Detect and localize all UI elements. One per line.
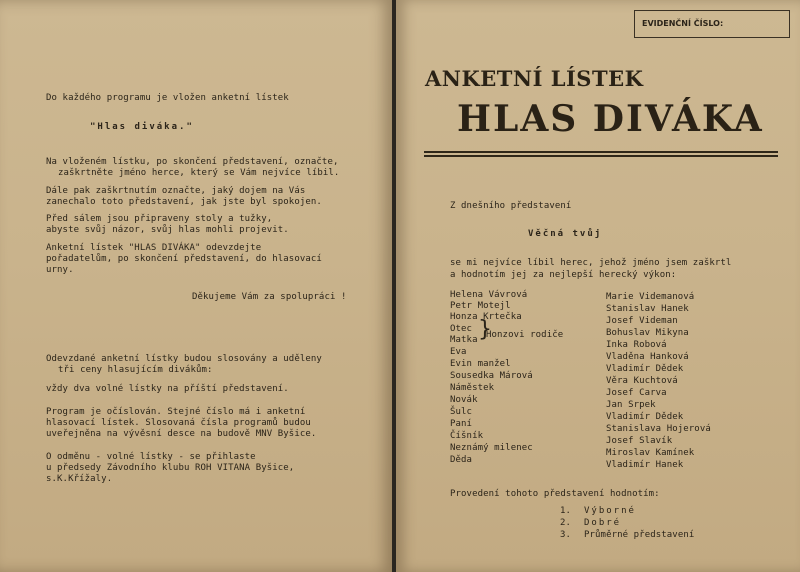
p2-line2: zanechalo toto představení, jak jste byl spokojen.	[46, 197, 322, 207]
actor-item[interactable]: Miroslav Kamínek	[606, 448, 695, 458]
ballot-title: HLAS DIVÁKA	[457, 98, 764, 140]
p6-line1: Program je očíslován. Stejné číslo má i anketní	[46, 407, 306, 417]
role-item[interactable]: Paní	[450, 419, 473, 429]
p3-line1: Před sálem jsou připraveny stoly a tužky,	[46, 214, 273, 224]
p1-line1: Na vloženém lístku, po skončení představení, označte,	[46, 157, 339, 167]
rating-option-good[interactable]: Dobré	[584, 518, 622, 528]
thanks-text: Děkujeme Vám za spolupráci !	[192, 292, 347, 302]
role-item[interactable]: Novák	[450, 395, 478, 405]
role-item[interactable]: Sousedka Márová	[450, 371, 533, 381]
p1-line2: zaškrtněte jméno herce, který se Vám nejvíce líbil.	[58, 168, 340, 178]
p4-line3: urny.	[46, 265, 74, 275]
actor-item[interactable]: Stanislav Hanek	[606, 304, 689, 314]
role-item[interactable]: Petr Motejl	[450, 301, 511, 311]
actor-item[interactable]: Vladimír Dědek	[606, 412, 684, 422]
rating-option-excellent[interactable]: Výborné	[584, 506, 636, 516]
actor-item[interactable]: Inka Robová	[606, 340, 667, 350]
role-item[interactable]: Náměstek	[450, 383, 495, 393]
actor-item[interactable]: Věra Kuchtová	[606, 376, 678, 386]
p6-line2: hlasovací lístek. Slosovaná čísla programů budou	[46, 418, 311, 428]
actor-item[interactable]: Josef Slavík	[606, 436, 673, 446]
left-page	[0, 0, 392, 572]
actor-item[interactable]: Vladimír Hanek	[606, 460, 684, 470]
rating-option-average[interactable]: Průměrné představení	[584, 530, 695, 540]
actor-item[interactable]: Vladimír Dědek	[606, 364, 684, 374]
role-item[interactable]: Honza Krtečka	[450, 312, 522, 322]
role-item[interactable]: Eva	[450, 347, 467, 357]
intro-text: Do každého programu je vložen anketní lístek	[46, 93, 289, 103]
p4-line1: Anketní lístek "HLAS DIVÁKA" odevzdejte	[46, 243, 262, 253]
quoted-title: "Hlas diváka."	[90, 122, 194, 132]
p3-line2: abyste svůj názor, svůj hlas mohli projevit.	[46, 225, 289, 235]
p2-line1: Dále pak zaškrtnutím označte, jaký dojem na Vás	[46, 186, 306, 196]
actor-item[interactable]: Marie Videmanová	[606, 292, 695, 302]
title-rule-top	[424, 151, 778, 153]
role-item[interactable]: Děda	[450, 455, 473, 465]
actor-item[interactable]: Vladěna Hanková	[606, 352, 689, 362]
from-performance: Z dnešního představení	[450, 201, 572, 211]
actor-item[interactable]: Stanislava Hojerová	[606, 424, 711, 434]
p7-line1: O odměnu - volné lístky - se přihlaste	[46, 452, 256, 462]
actor-item[interactable]: Jan Srpek	[606, 400, 656, 410]
actor-item[interactable]: Josef Carva	[606, 388, 667, 398]
role-item[interactable]: Neznámý milenec	[450, 443, 533, 453]
p5-line1: Odevzdané anketní lístky budou slosovány a uděleny	[46, 354, 322, 364]
actor-item[interactable]: Bohuslav Mikyna	[606, 328, 689, 338]
rating-number: 3.	[560, 530, 572, 540]
evidence-number-box: EVIDENČNÍ ČÍSLO:	[634, 10, 790, 38]
p5-line3: vždy dva volné lístky na příští představení.	[46, 384, 289, 394]
rating-number: 1.	[560, 506, 572, 516]
role-item[interactable]: Šulc	[450, 407, 473, 417]
parents-brace: }	[478, 317, 492, 342]
p7-line2: u předsedy Závodního klubu ROH VITANA Byšice,	[46, 463, 295, 473]
play-title: Věčná tvůj	[528, 229, 603, 239]
rating-number: 2.	[560, 518, 572, 528]
p4-line2: pořadatelům, po skončení představení, do hlasovací	[46, 254, 322, 264]
ballot-heading: ANKETNÍ LÍSTEK	[425, 66, 644, 91]
role-item[interactable]: Matka	[450, 335, 478, 345]
title-rule-bottom	[424, 155, 778, 157]
role-item[interactable]: Číšník	[450, 431, 484, 441]
instruction-line1: se mi nejvíce líbil herec, jehož jméno jsem zaškrtl	[450, 258, 732, 268]
rating-intro: Provedení tohoto představení hodnotím:	[450, 489, 660, 499]
p5-line2: tři ceny hlasujícím divákům:	[58, 365, 213, 375]
parents-label: Honzovi rodiče	[486, 330, 564, 340]
role-item[interactable]: Otec	[450, 324, 473, 334]
role-item[interactable]: Evin manžel	[450, 359, 511, 369]
p7-line3: s.K.Křížaly.	[46, 474, 113, 484]
p6-line3: uveřejněna na vývěsní desce na budově MNV Byšice.	[46, 429, 317, 439]
actor-item[interactable]: Josef Videman	[606, 316, 678, 326]
role-item[interactable]: Helena Vávrová	[450, 290, 528, 300]
instruction-line2: a hodnotím jej za nejlepší herecký výkon:	[450, 270, 677, 280]
